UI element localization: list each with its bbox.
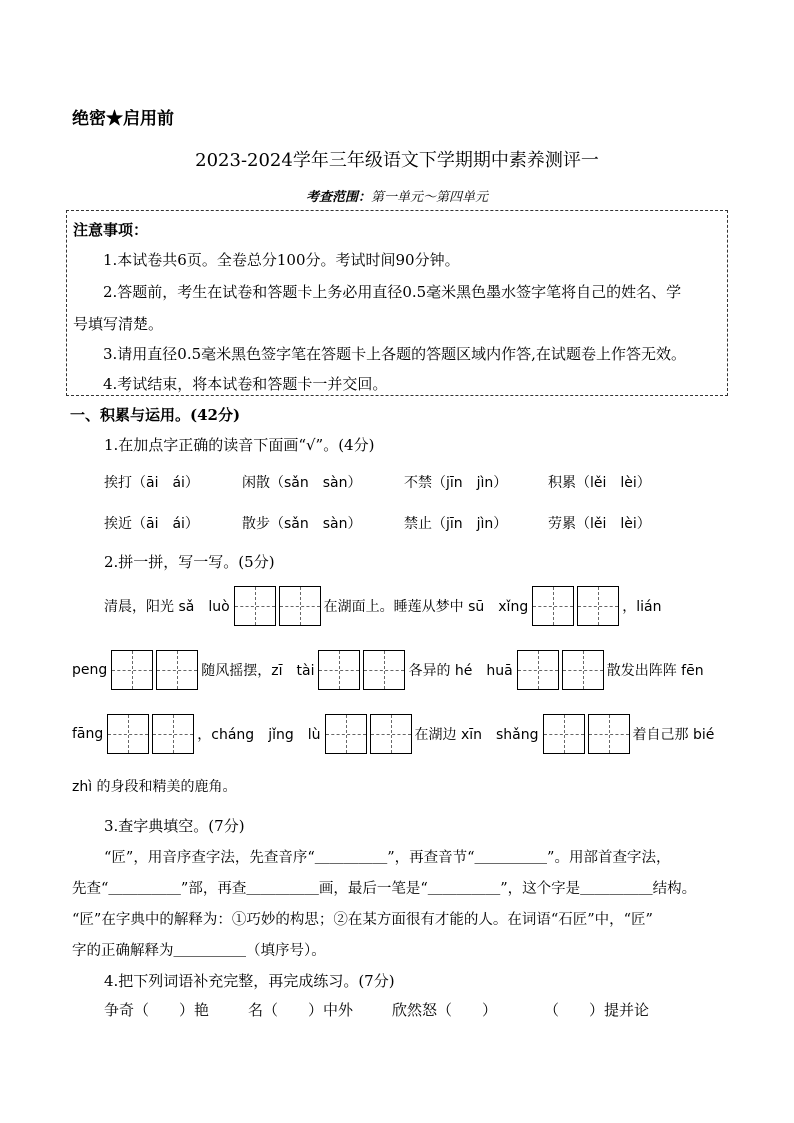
q4-item-3: 欣然怒（ ） bbox=[392, 1001, 498, 1019]
q2-l3-text-4: 着自己那 bié bbox=[632, 727, 715, 743]
q2-l3-text-1: fāng bbox=[72, 726, 104, 742]
q4-item-4: （ ）提并论 bbox=[544, 1001, 650, 1019]
q1-r1-d: 积累（lěi lèi） bbox=[548, 475, 651, 491]
q1-r1-a: 挨打（āi ái） bbox=[104, 475, 199, 491]
q2-l2-text-2: 随风摇摆，zī tài bbox=[201, 663, 315, 679]
q4-item-1: 争奇（ ）艳 bbox=[104, 1001, 210, 1019]
section-heading: 一、积累与运用。(42分) bbox=[70, 406, 241, 424]
notice-item-3: 3.请用直径0.5毫米黑色签字笔在答题卡上各题的答题区域内作答,在试题卷上作答无效。 bbox=[103, 345, 686, 363]
tian-box[interactable] bbox=[318, 650, 360, 690]
q2-l3-text-2: ，cháng jǐng lù bbox=[197, 727, 321, 743]
tian-box[interactable] bbox=[543, 714, 585, 754]
q2-line-1 bbox=[104, 584, 665, 628]
notice-heading: 注意事项： bbox=[73, 221, 149, 239]
tian-box[interactable] bbox=[532, 586, 574, 626]
q4-prompt: 4.把下列词语补充完整，再完成练习。(7分) bbox=[104, 972, 395, 990]
q2-l3-text-3: 在湖边 xīn shǎng bbox=[414, 727, 539, 743]
tian-box[interactable] bbox=[234, 586, 276, 626]
tian-box[interactable] bbox=[107, 714, 149, 754]
q1-r1-c: 不禁（jīn jìn） bbox=[404, 475, 508, 491]
tian-box[interactable] bbox=[363, 650, 405, 690]
tian-box[interactable] bbox=[111, 650, 153, 690]
tian-box[interactable] bbox=[152, 714, 194, 754]
range-value: 第一单元～第四单元 bbox=[371, 190, 489, 205]
q1-prompt: 1.在加点字正确的读音下面画“√”。(4分) bbox=[104, 436, 375, 454]
notice-item-4: 4.考试结束，将本试卷和答题卡一并交回。 bbox=[103, 375, 388, 393]
q2-l2-text-4: 散发出阵阵 fēn bbox=[606, 663, 704, 679]
q3-line-1: “匠”，用音序查字法，先查音序“＿＿＿＿＿”，再查音节“＿＿＿＿＿”。用部首查字法， bbox=[104, 850, 671, 866]
q2-prompt: 2.拼一拼，写一写。(5分) bbox=[104, 553, 275, 571]
range-label: 考查范围： bbox=[305, 190, 371, 205]
tian-box[interactable] bbox=[325, 714, 367, 754]
tian-box[interactable] bbox=[370, 714, 412, 754]
q1-r1-b: 闲散（sǎn sàn） bbox=[242, 475, 362, 491]
tian-box[interactable] bbox=[279, 586, 321, 626]
tian-box[interactable] bbox=[588, 714, 630, 754]
tian-box[interactable] bbox=[562, 650, 604, 690]
q1-r2-a: 挨近（āi ái） bbox=[104, 516, 199, 532]
q2-l2-text-1: peng bbox=[72, 662, 108, 678]
notice-item-2-cont: 号填写清楚。 bbox=[73, 315, 164, 333]
q3-line-4: 字的正确解释为＿＿＿＿＿（填序号）。 bbox=[72, 943, 326, 959]
q1-r2-d: 劳累（lěi lèi） bbox=[548, 516, 651, 532]
tian-box[interactable] bbox=[577, 586, 619, 626]
tian-box[interactable] bbox=[156, 650, 198, 690]
notice-box bbox=[66, 210, 728, 396]
q1-r2-b: 散步（sǎn sàn） bbox=[242, 516, 362, 532]
secret-label: 绝密★启用前 bbox=[72, 109, 174, 129]
notice-item-1: 1.本试卷共6页。全卷总分100分。考试时间90分钟。 bbox=[103, 251, 460, 269]
exam-title: 2023-2024学年三年级语文下学期期中素养测评一 bbox=[195, 150, 599, 171]
q2-line-2 bbox=[72, 648, 708, 692]
tian-box[interactable] bbox=[517, 650, 559, 690]
q2-line-4: zhì 的身段和精美的鹿角。 bbox=[72, 779, 237, 795]
q4-item-2: 名（ ）中外 bbox=[248, 1001, 354, 1019]
q2-l1-text-2: 在湖面上。睡莲从梦中 sū xǐng bbox=[323, 599, 529, 615]
q2-line-3 bbox=[72, 712, 718, 756]
q2-l1-text-3: ，lián bbox=[622, 599, 662, 615]
q2-l2-text-3: 各异的 hé huā bbox=[408, 663, 513, 679]
q3-prompt: 3.查字典填空。(7分) bbox=[104, 817, 245, 835]
q3-line-2: 先查“＿＿＿＿＿”部，再查＿＿＿＿＿画，最后一笔是“＿＿＿＿＿”，这个字是＿＿＿＿＿结构。 bbox=[72, 881, 697, 897]
notice-item-2: 2.答题前，考生在试卷和答题卡上务必用直径0.5毫米黑色墨水签字笔将自己的姓名、学 bbox=[103, 283, 682, 301]
exam-range bbox=[0, 186, 794, 205]
q2-l1-text-1: 清晨，阳光 sǎ luò bbox=[104, 599, 230, 615]
q3-line-3: “匠”在字典中的解释为：①巧妙的构思；②在某方面很有才能的人。在词语“石匠”中，“匠” bbox=[72, 912, 653, 928]
q1-r2-c: 禁止（jīn jìn） bbox=[404, 516, 508, 532]
